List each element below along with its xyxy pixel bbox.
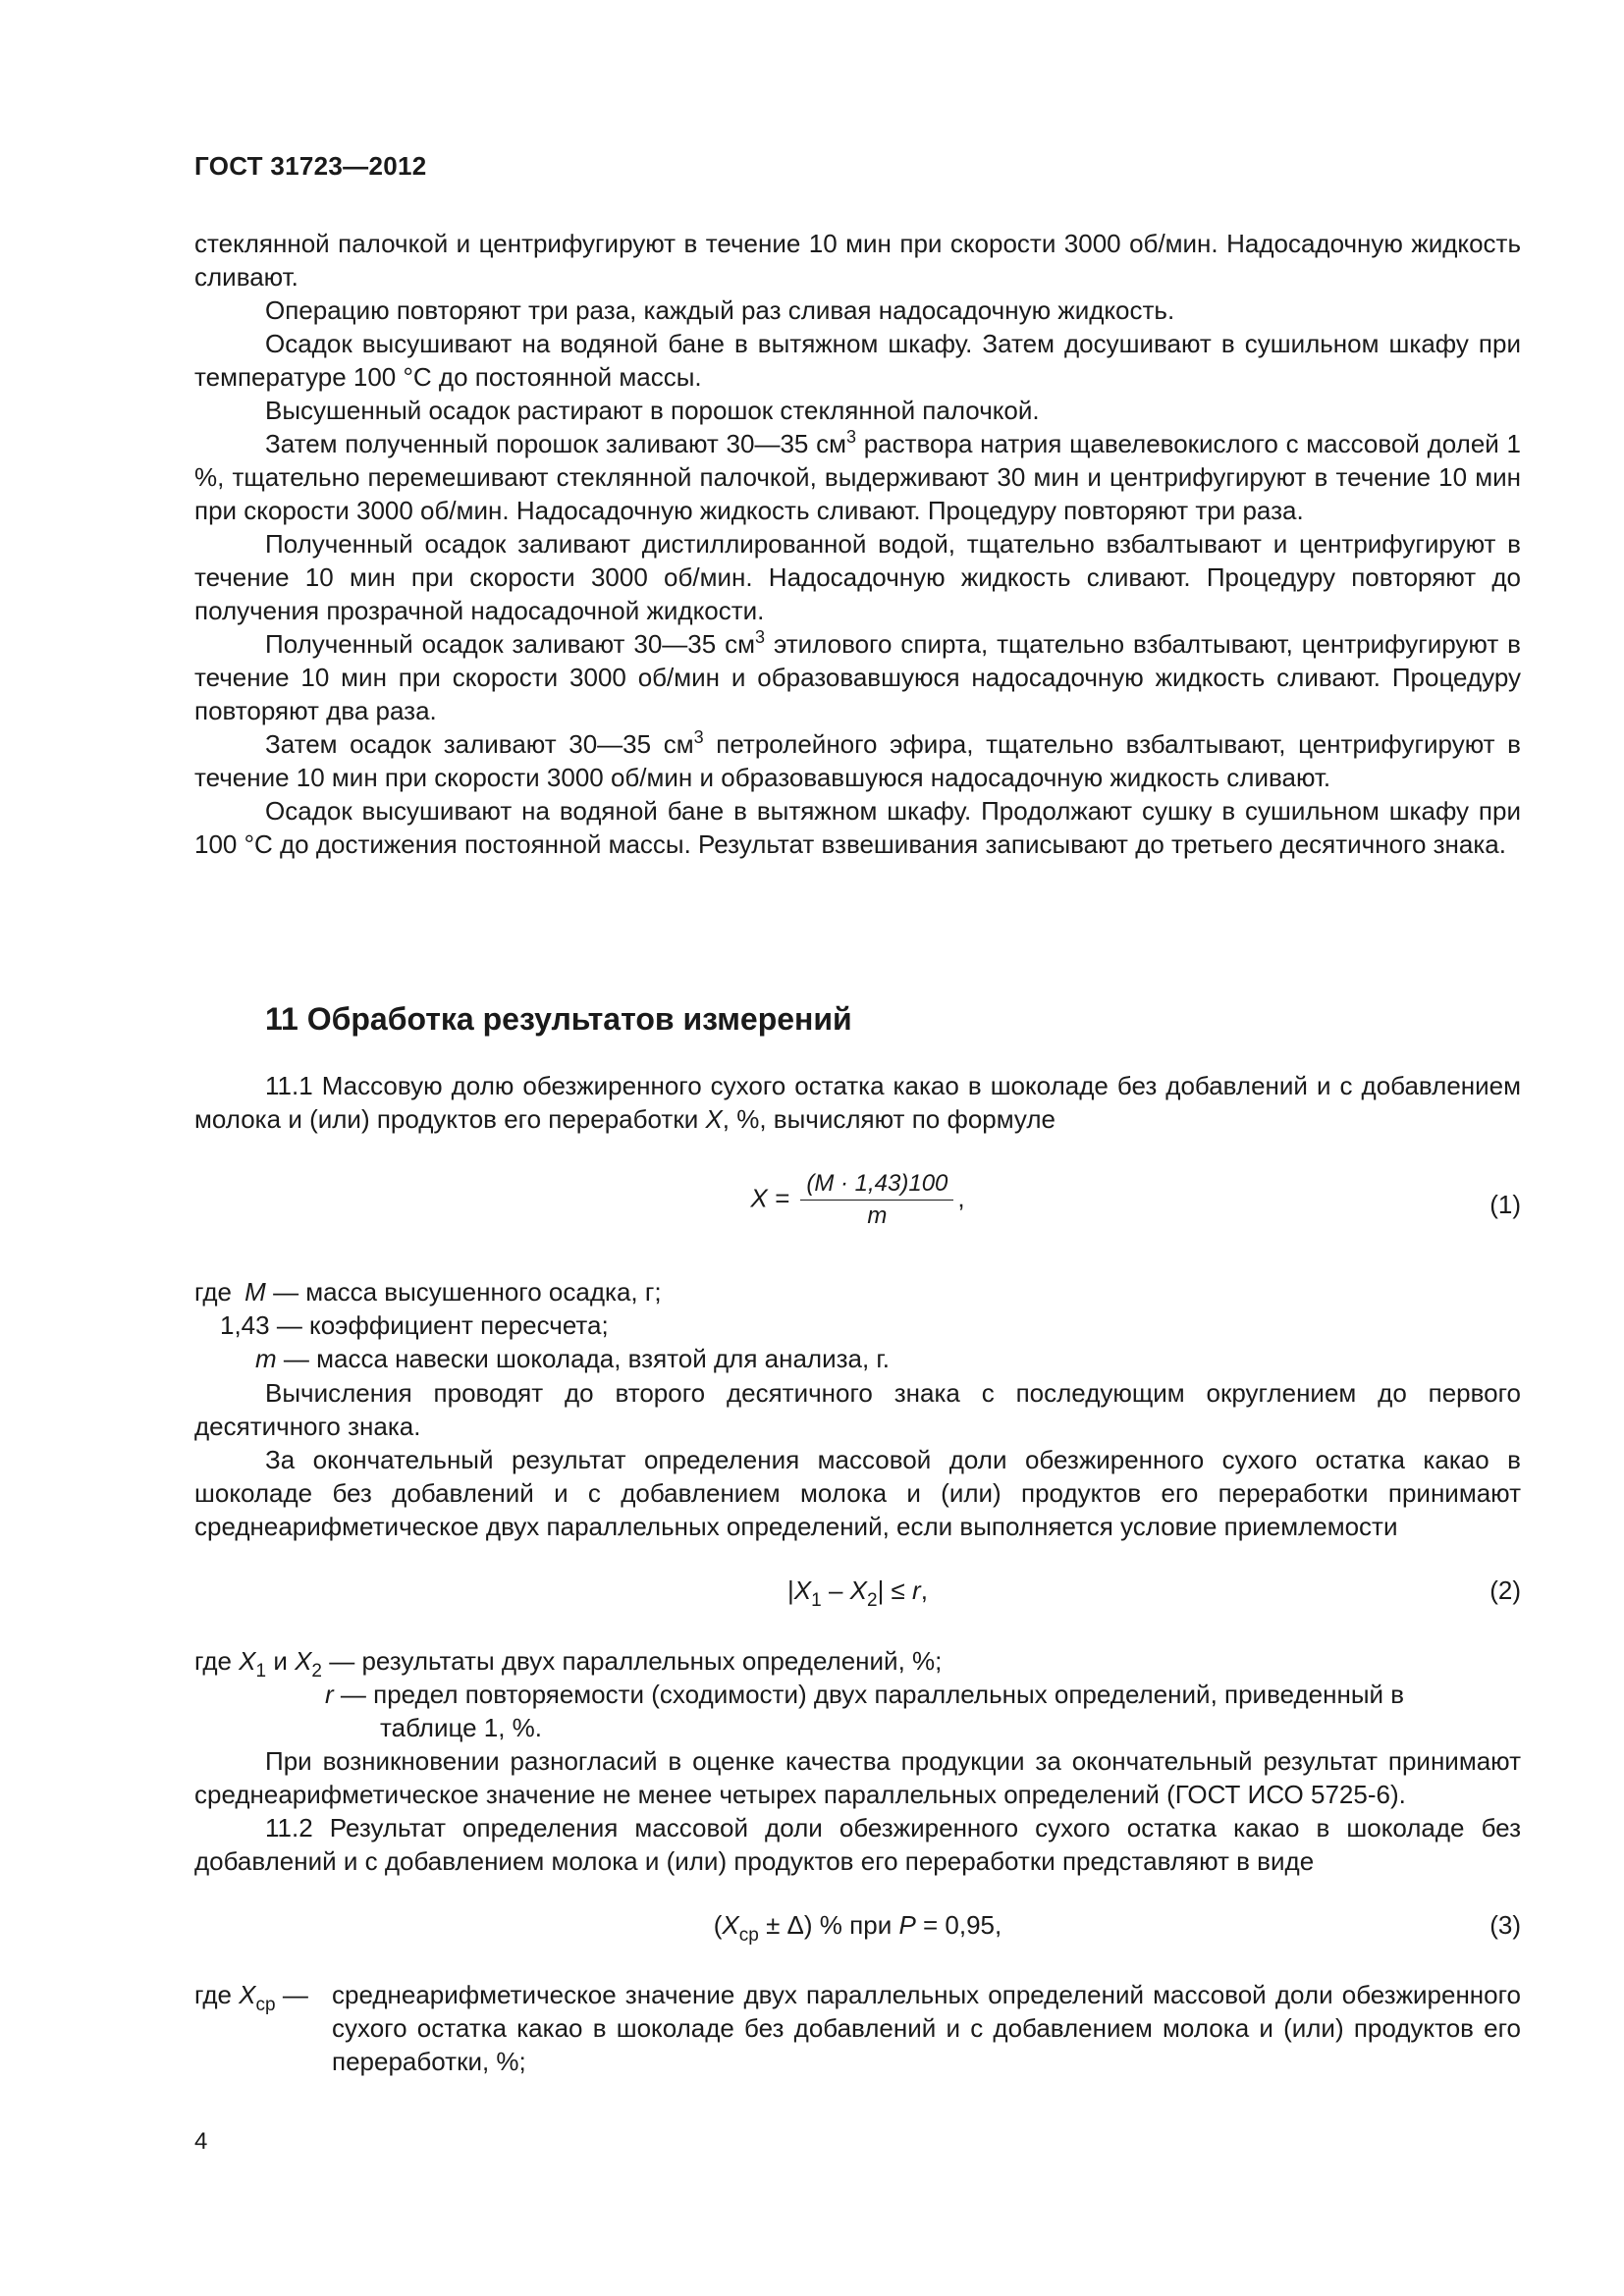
paragraph: Вычисления проводят до второго десятичного знака с последующим округлением до первого десятичного знака. — [194, 1378, 1521, 1441]
paragraph: За окончательный результат определения массовой доли обезжиренного сухого остатка какао в шоколаде без добавлений и с добавлением молока и (или) продуктов его переработки принимают среднеарифметическое двух параллельных определений, если выполняется условие приемлемости — [194, 1445, 1521, 1541]
where-term — [194, 1978, 308, 2015]
paragraph: Высушенный осадок растирают в порошок стеклянной палочкой. — [265, 396, 1040, 425]
formula-3-body — [194, 1910, 1521, 1946]
procedure-text — [194, 227, 1521, 861]
variable: X — [849, 1575, 867, 1605]
text-run: 11.1 Массовую долю обезжиренного сухого остатка какао в шоколаде без добавлений и с добавлением молока и (или) продуктов его переработки — [194, 1071, 1521, 1134]
page-number: 4 — [194, 2128, 208, 2155]
subscript: 2 — [311, 1661, 322, 1682]
where-text: среднеарифметическое значение двух параллельных определений массовой доли обезжиренного сухого остатка какао в шоколаде без добавлений и с добавлением молока и (или) продуктов его переработки, %; — [332, 1980, 1521, 2076]
variable: X — [295, 1646, 312, 1676]
where-row — [194, 1711, 1521, 1744]
where-block-1 — [194, 1275, 1521, 1375]
formula-symbol: , — [920, 1575, 928, 1605]
paragraph — [194, 427, 1521, 527]
where-block-2 — [194, 1644, 1521, 1744]
paragraph — [194, 727, 1521, 794]
paragraph — [194, 627, 1521, 727]
paragraph — [194, 1069, 1521, 1136]
formula-1 — [194, 1170, 1521, 1239]
text-run: Затем полученный порошок заливают 30—35 см — [265, 429, 846, 458]
subscript: 2 — [866, 1590, 878, 1611]
where-text: таблице 1, %. — [380, 1713, 543, 1742]
superscript: 3 — [755, 627, 766, 647]
where-row — [194, 1678, 1521, 1711]
where-text: — масса высушенного осадка, г; — [265, 1277, 662, 1307]
where-text: — — [275, 1980, 308, 2009]
formula-2-body — [194, 1575, 1521, 1611]
subscript: 1 — [811, 1590, 822, 1611]
text-run: петролейного эфира, тщательно взбалтывают, центрифугируют в течение 10 мин при скорости 3000 об/мин и образовавшуюся надосадочную жидкость сливают. — [194, 729, 1521, 792]
clause-11-1 — [194, 1069, 1521, 1136]
where-prefix: где — [194, 1277, 240, 1307]
paragraph: 11.2 Результат определения массовой доли обезжиренного сухого остатка какао в шоколаде без добавлений и с добавлением молока и (или) продуктов его переработки представляют в виде — [194, 1813, 1521, 1876]
text-run: , %, вычисляют по формуле — [722, 1104, 1056, 1134]
formula-symbol: | ≤ — [877, 1575, 913, 1605]
where-text: 1,43 — коэффициент пересчета; — [220, 1310, 609, 1340]
where-text: — результаты двух параллельных определений, %; — [322, 1646, 943, 1676]
section-heading: 11 Обработка результатов измерений — [265, 1001, 852, 1037]
variable: X — [793, 1575, 812, 1605]
paragraph: Осадок высушивают на водяной бане в вытяжном шкафу. Затем досушивают в сушильном шкафу при температуре 100 °С до постоянной массы. — [194, 329, 1521, 392]
where-text: и — [266, 1646, 296, 1676]
where-prefix: где — [194, 1980, 240, 2009]
equation-number: (3) — [1489, 1910, 1521, 1940]
paragraph: Полученный осадок заливают дистиллированной водой, тщательно взбалтывают и центрифугируют в течение 10 мин при скорости 3000 об/мин. Надосадочную жидкость сливают. Процедуру повторяют до получения прозрачной надосадочной жидкости. — [194, 529, 1521, 625]
subscript: ср — [738, 1925, 759, 1946]
formula-symbol: ( — [713, 1910, 723, 1940]
where-prefix: где — [194, 1646, 240, 1676]
formula-3 — [194, 1910, 1521, 1949]
where-row — [194, 1644, 1521, 1682]
equation-number: (2) — [1489, 1575, 1521, 1605]
variable: r — [325, 1680, 334, 1709]
formula-tail: , — [957, 1183, 965, 1213]
middle-text — [194, 1376, 1521, 1543]
formula-2 — [194, 1575, 1521, 1615]
equation-number: (1) — [1489, 1190, 1521, 1219]
superscript: 3 — [845, 427, 856, 447]
where-text: — предел повторяемости (сходимости) двух параллельных определений, приведенный в — [333, 1680, 1405, 1709]
paragraph: стеклянной палочкой и центрифугируют в течение 10 мин при скорости 3000 об/мин. Надосадочную жидкость сливают. — [194, 229, 1521, 292]
where-row — [194, 1342, 1521, 1375]
formula-text: ± Δ) % при — [758, 1910, 899, 1940]
formula-1-body — [194, 1170, 1521, 1230]
text-run: Затем осадок заливают 30—35 см — [265, 729, 694, 759]
paragraph: При возникновении разногласий в оценке качества продукции за окончательный результат принимают среднеарифметическое значение не менее четырех параллельных определений (ГОСТ ИСО 5725-6). — [194, 1746, 1521, 1809]
paragraph: Операцию повторяют три раза, каждый раз сливая надосадочную жидкость. — [265, 295, 1175, 325]
subscript: 1 — [255, 1661, 267, 1682]
superscript: 3 — [693, 727, 704, 747]
lower-text — [194, 1744, 1521, 1878]
where-row — [194, 1275, 1521, 1308]
variable: X — [722, 1910, 739, 1940]
paragraph: Осадок высушивают на водяной бане в вытяжном шкафу. Продолжают сушку в сушильном шкафу при 100 °С до достижения постоянной массы. Результат взвешивания записывают до третьего десятичного знака. — [194, 796, 1521, 859]
variable: P — [898, 1910, 916, 1940]
variable: X — [705, 1104, 723, 1134]
text-run: Полученный осадок заливают 30—35 см — [265, 629, 756, 659]
where-row — [194, 1308, 1521, 1342]
fraction-denominator: m — [867, 1202, 888, 1229]
text-run: этилового спирта, тщательно взбалтывают, центрифугируют в течение 10 мин при скорости 3000 об/мин и образовавшуюся надосадочную жидкость сливают. Процедуру повторяют два раза. — [194, 629, 1521, 725]
variable: X — [239, 1646, 256, 1676]
formula-symbol: | — [787, 1575, 794, 1605]
variable: r — [912, 1575, 921, 1605]
subscript: ср — [255, 1995, 276, 2015]
fraction — [800, 1170, 953, 1230]
where-row — [194, 1978, 1521, 2078]
formula-text: = 0,95, — [915, 1910, 1002, 1940]
formula-symbol: – — [821, 1575, 850, 1605]
where-block-3 — [194, 1978, 1521, 2078]
variable: M — [244, 1277, 266, 1307]
text-run: раствора натрия щавелевокислого с массовой долей 1 %, тщательно перемешивают стеклянной палочкой, выдерживают 30 мин и центрифугируют в течение 10 мин при скорости 3000 об/мин. Надосадочную жидкость сливают. Процедуру повторяют три раза. — [194, 429, 1521, 525]
document-header: ГОСТ 31723—2012 — [194, 151, 427, 181]
variable: X — [239, 1980, 256, 2009]
fraction-numerator: (M · 1,43)100 — [800, 1170, 953, 1201]
where-text: — масса навески шоколада, взятой для анализа, г. — [276, 1344, 890, 1373]
formula-lhs: X = — [750, 1183, 790, 1213]
variable: m — [255, 1344, 277, 1373]
